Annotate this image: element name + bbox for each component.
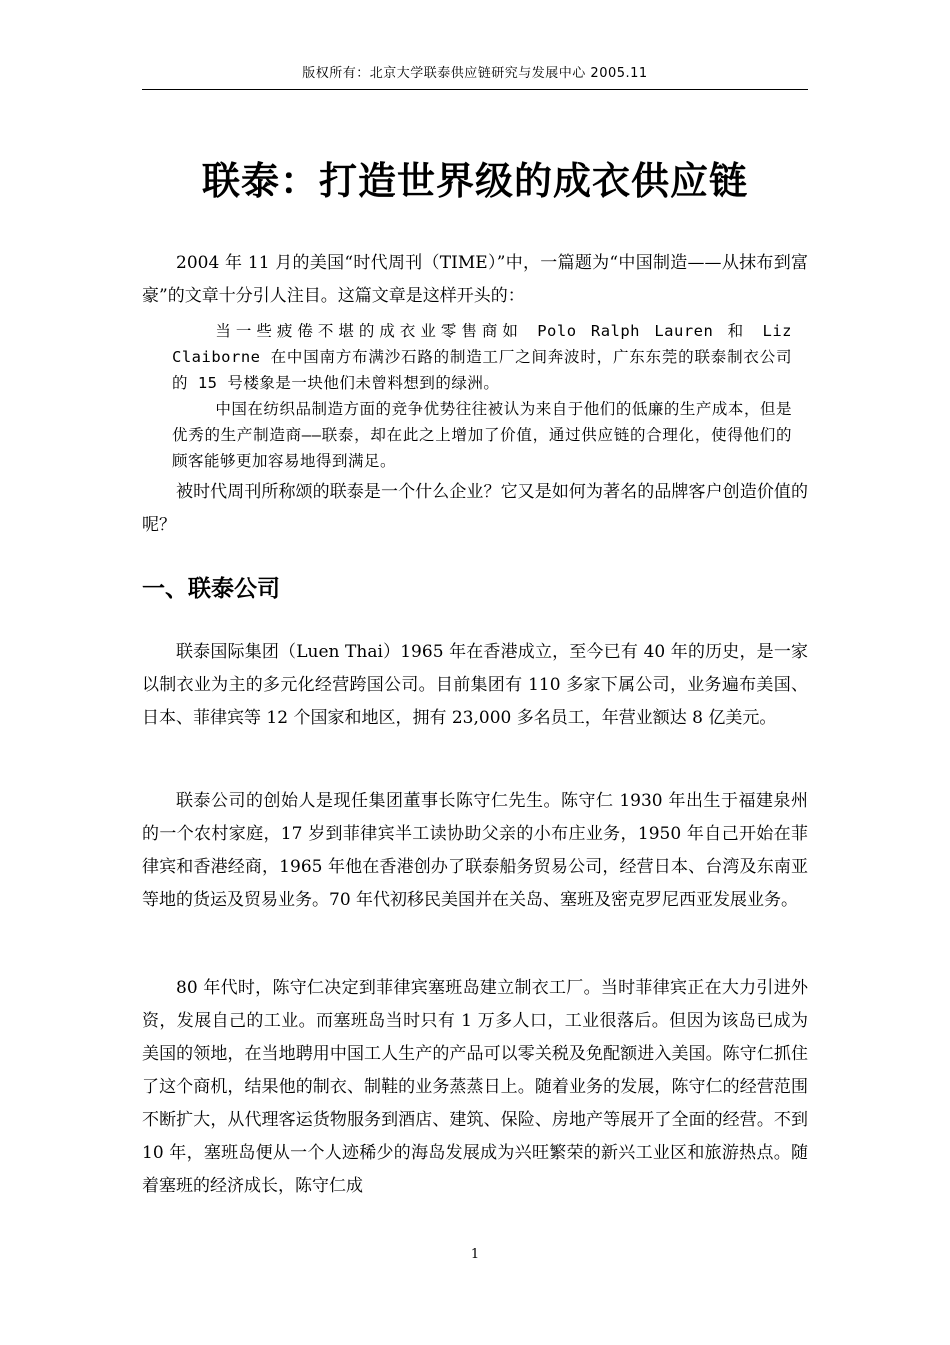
section-paragraph-2: 联泰公司的创始人是现任集团董事长陈守仁先生。陈守仁 1930 年出生于福建泉州的一个农村家庭，17 岁到菲律宾半工读协助父亲的小布庄业务，1950 年自己开始在菲律宾和香港经商，1965 年他在香港创办了联泰船务贸易公司，经营日本、台湾及东南亚等地的货运及贸易业务。70 年代初移民美国并在关岛、塞班及密克罗尼西亚发展业务。: [142, 791, 808, 910]
quote-paragraph-2: 中国在纺织品制造方面的竞争优势往往被认为来自于他们的低廉的生产成本，但是优秀的生产制造商——联泰，却在此之上增加了价值，通过供应链的合理化，使得他们的顾客能够更加容易地得到满足。: [172, 400, 792, 470]
section-paragraph-3: 80 年代时，陈守仁决定到菲律宾塞班岛建立制衣工厂。当时菲律宾正在大力引进外资，发展自己的工业。而塞班岛当时只有 1 万多人口，工业很落后。但因为该岛已成为美国的领地，在当地聘用中国工人生产的产品可以零关税及免配额进入美国。陈守仁抓住了这个商机，结果他的制衣、制鞋的业务蒸蒸日上。随着业务的发展，陈守仁的经营范围不断扩大，从代理客运货物服务到酒店、建筑、保险、房地产等展开了全面的经营。不到 10 年，塞班岛便从一个人迹稀少的海岛发展成为兴旺繁荣的新兴工业区和旅游热点。随着塞班的经济成长，陈守仁成: [142, 978, 808, 1196]
document-title: 联泰：打造世界级的成衣供应链: [201, 159, 748, 203]
quote-paragraph-1: 当一些疲倦不堪的成衣业零售商如 Polo Ralph Lauren 和 Liz Claiborne 在中国南方布满沙石路的制造工厂之间奔波时，广东东莞的联泰制衣公司的 15 号楼象是一块他们未曾料想到的绿洲。: [172, 322, 792, 392]
section-heading: 一、联泰公司: [142, 576, 280, 602]
page-number: 1: [470, 1247, 480, 1262]
page-header: 版权所有：北京大学联泰供应链研究与发展中心 2005.11: [142, 62, 808, 90]
intro-paragraph-2: 被时代周刊所称颂的联泰是一个什么企业？它又是如何为著名的品牌客户创造价值的呢？: [142, 482, 808, 535]
intro-paragraph-1: 2004 年 11 月的美国“时代周刊（TIME）”中，一篇题为“中国制造——从抹布到富豪”的文章十分引人注目。这篇文章是这样开头的：: [142, 253, 808, 306]
section-paragraph-1: 联泰国际集团（Luen Thai）1965 年在香港成立，至今已有 40 年的历史，是一家以制衣业为主的多元化经营跨国公司。目前集团有 110 多家下属公司，业务遍布美国、日本、菲律宾等 12 个国家和地区，拥有 23,000 多名员工，年营业额达 8 亿美元。: [142, 642, 808, 728]
